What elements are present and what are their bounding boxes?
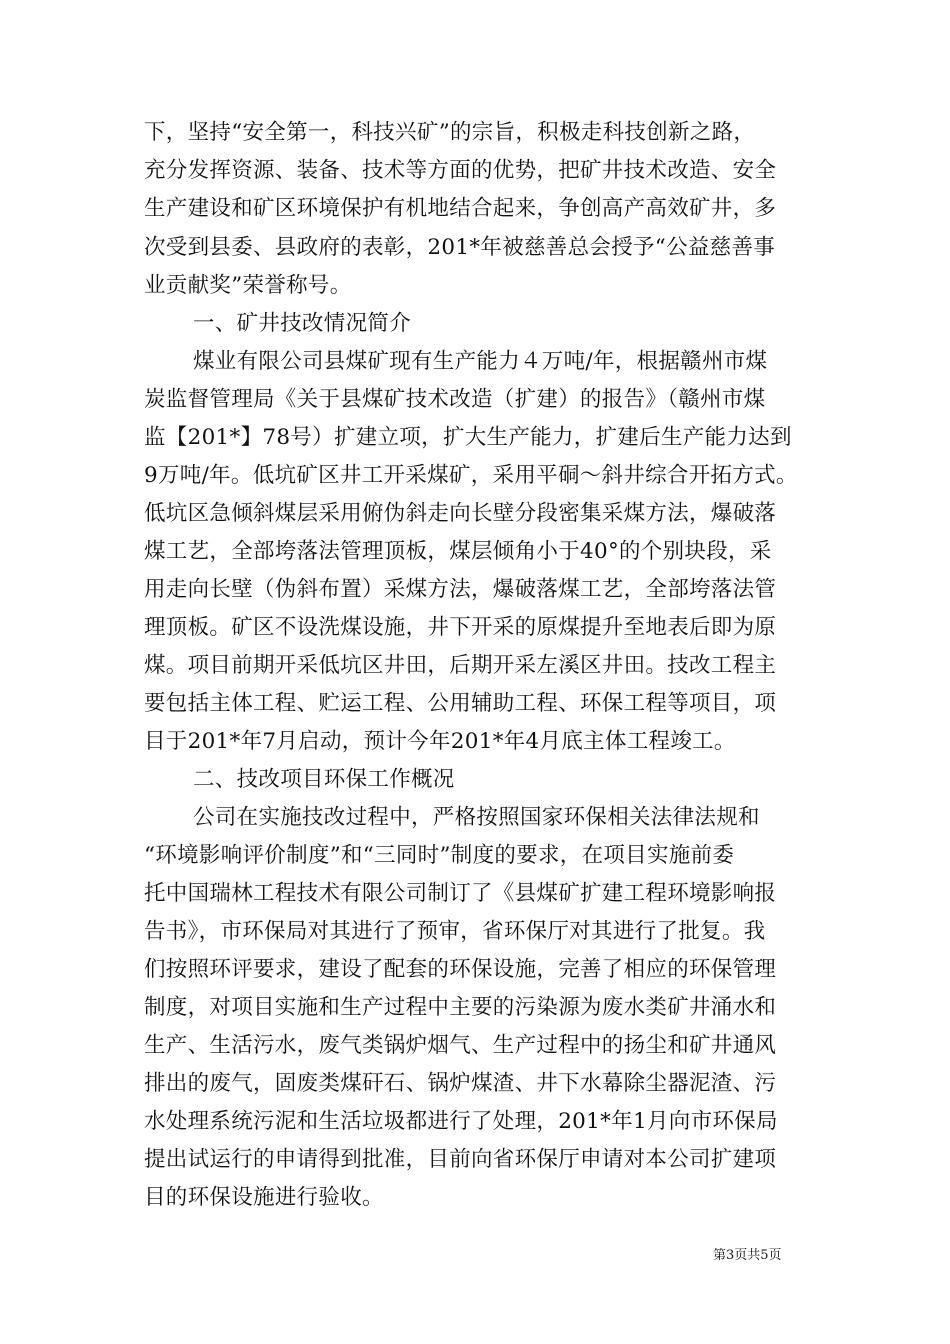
text-line: 们按照环评要求，建设了配套的环保设施，完善了相应的环保管理 [144,957,777,982]
text-line: 煤业有限公司县煤矿现有生产能力４万吨/年，根据赣州市煤 [193,349,768,374]
text-line: 炭监督管理局《关于县煤矿技术改造（扩建）的报告》（赣州市煤 [144,387,766,412]
text-line: 目的环保设施进行验收。 [144,1185,384,1210]
text-line: 充分发挥资源、装备、技术等方面的优势，把矿井技术改造、安全 [144,158,777,183]
text-line: 生产、生活污水，废气类锅炉烟气、生产过程中的扬尘和矿井通风 [144,1033,777,1058]
text-line: “环境影响评价制度”和“三同时”制度的要求，在项目实施前委 [144,843,735,868]
section-heading: 一、矿井技改情况简介 [193,311,412,336]
text-line: 9万吨/年。低坑矿区井工开采煤矿，采用平硐～斜井综合开拓方式。 [144,463,798,488]
text-line: 次受到县委、县政府的表彰，201*年被慈善总会授予“公益慈善事 [144,235,776,260]
text-line: 煤工艺，全部垮落法管理顶板，煤层倾角小于40°的个别块段，采 [144,539,772,564]
text-line: 低坑区急倾斜煤层采用俯伪斜走向长壁分段密集采煤方法，爆破落 [144,501,777,526]
text-line: 水处理系统污泥和生活垃圾都进行了处理，201*年1月向市环保局 [144,1109,778,1134]
text-line: 公司在实施技改过程中，严格按照国家环保相关法律法规和 [193,805,760,830]
page-number: 第3页共5页 [713,1248,782,1263]
text-line: 用走向长壁（伪斜布置）采煤方法，爆破落煤工艺，全部垮落法管 [144,577,777,602]
text-line: 告书》，市环保局对其进行了预审，省环保厅对其进行了批复。我 [144,919,766,944]
text-line: 要包括主体工程、贮运工程、公用辅助工程、环保工程等项目，项 [144,691,777,716]
text-line: 目于201*年7月启动，预计今年201*年4月底主体工程竣工。 [144,729,736,754]
text-line: 监【201*】78号）扩建立项，扩大生产能力，扩建后生产能力达到 [144,425,792,450]
text-line: 理顶板。矿区不设洗煤设施，井下开采的原煤提升至地表后即为原 [144,615,777,640]
text-line: 制度，对项目实施和生产过程中主要的污染源为废水类矿井涌水和 [144,995,777,1020]
text-line: 业贡献奖”荣誉称号。 [144,273,352,298]
text-line: 下，坚持“安全第一，科技兴矿”的宗旨，积极走科技创新之路， [144,120,756,145]
text-line: 托中国瑞林工程技术有限公司制订了《县煤矿扩建工程环境影响报 [144,881,777,906]
section-heading: 二、技改项目环保工作概况 [193,767,455,792]
text-line: 提出试运行的申请得到批准，目前向省环保厅申请对本公司扩建项 [144,1147,777,1172]
text-line: 生产建设和矿区环境保护有机地结合起来，争创高产高效矿井，多 [144,196,777,221]
text-line: 排出的废气，固废类煤矸石、锅炉煤渣、井下水幕除尘器泥渣、污 [144,1071,777,1096]
text-line: 煤。项目前期开采低坑区井田，后期开采左溪区井田。技改工程主 [144,653,777,678]
